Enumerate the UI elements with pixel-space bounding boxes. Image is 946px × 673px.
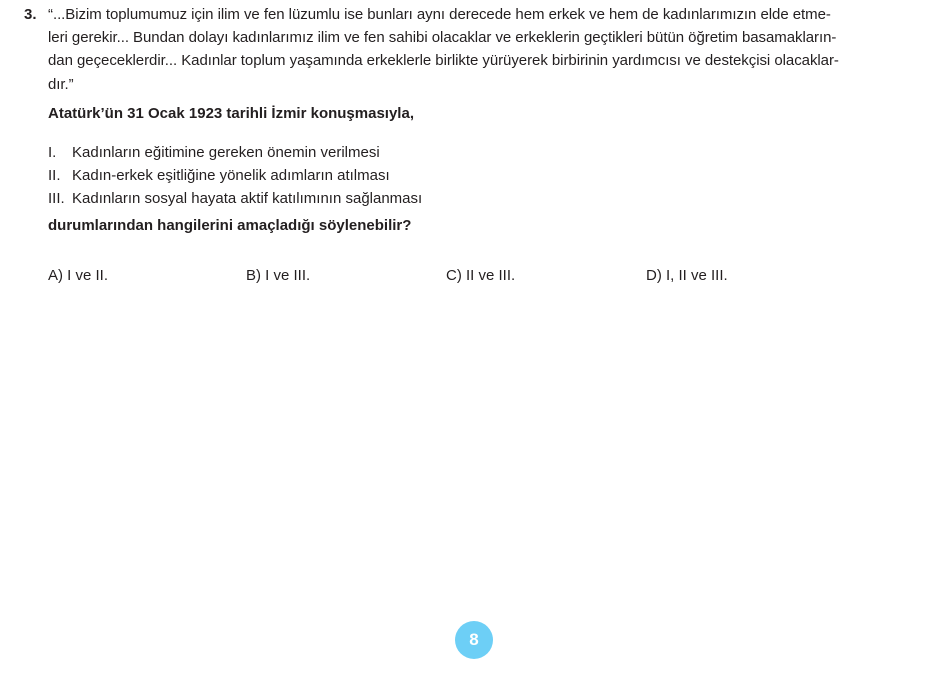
option-a[interactable]: A) I ve II. xyxy=(48,267,109,284)
statement-item-2 xyxy=(48,164,936,187)
statement-text: Kadınların eğitimine gereken önemin verilmesi xyxy=(72,143,380,161)
statement-text: Kadınların sosyal hayata aktif katılımının sağlanması xyxy=(72,189,423,207)
statement-text: Kadın-erkek eşitliğine yönelik adımların atılması xyxy=(72,166,390,184)
quote-line-3: dan geçeceklerdir... Kadınlar toplum yaşamında erkeklerle birlikte yürüyerek birbirinin yardımcısı ve destekçisi olacaklar- xyxy=(48,52,839,70)
quote-line-1: “...Bizim toplumumuz için ilim ve fen lüzumlu ise bunları aynı derecede hem erkek ve hem de kadınlarımızın elde etme- xyxy=(48,6,831,23)
question-number: 3. xyxy=(24,6,37,23)
statement-numeral: I. xyxy=(48,143,57,161)
question-stem: Atatürk’ün 31 Ocak 1923 tarihli İzmir konuşmasıyla, xyxy=(48,104,414,122)
statement-numeral: III. xyxy=(48,189,65,207)
question-body xyxy=(48,3,936,284)
statement-numeral: II. xyxy=(48,166,61,184)
option-c[interactable]: C) II ve III. xyxy=(446,267,516,284)
statement-item-1 xyxy=(48,141,936,164)
page-number-badge: 8 xyxy=(455,621,493,659)
statement-list xyxy=(48,141,936,210)
statement-item-3 xyxy=(48,187,936,210)
option-b[interactable]: B) I ve III. xyxy=(246,267,311,284)
quote-line-2: leri gerekir... Bundan dolayı kadınlarımız ilim ve fen sahibi olacaklar ve erkeklerin geçtikleri bütün öğretim basamakların- xyxy=(48,29,837,47)
option-d[interactable]: D) I, II ve III. xyxy=(646,267,728,284)
quote-line-4: dır.” xyxy=(48,75,74,93)
answer-options xyxy=(48,264,936,288)
question-prompt: durumlarından hangilerini amaçladığı söylenebilir? xyxy=(48,216,412,234)
quote-block xyxy=(48,3,936,96)
